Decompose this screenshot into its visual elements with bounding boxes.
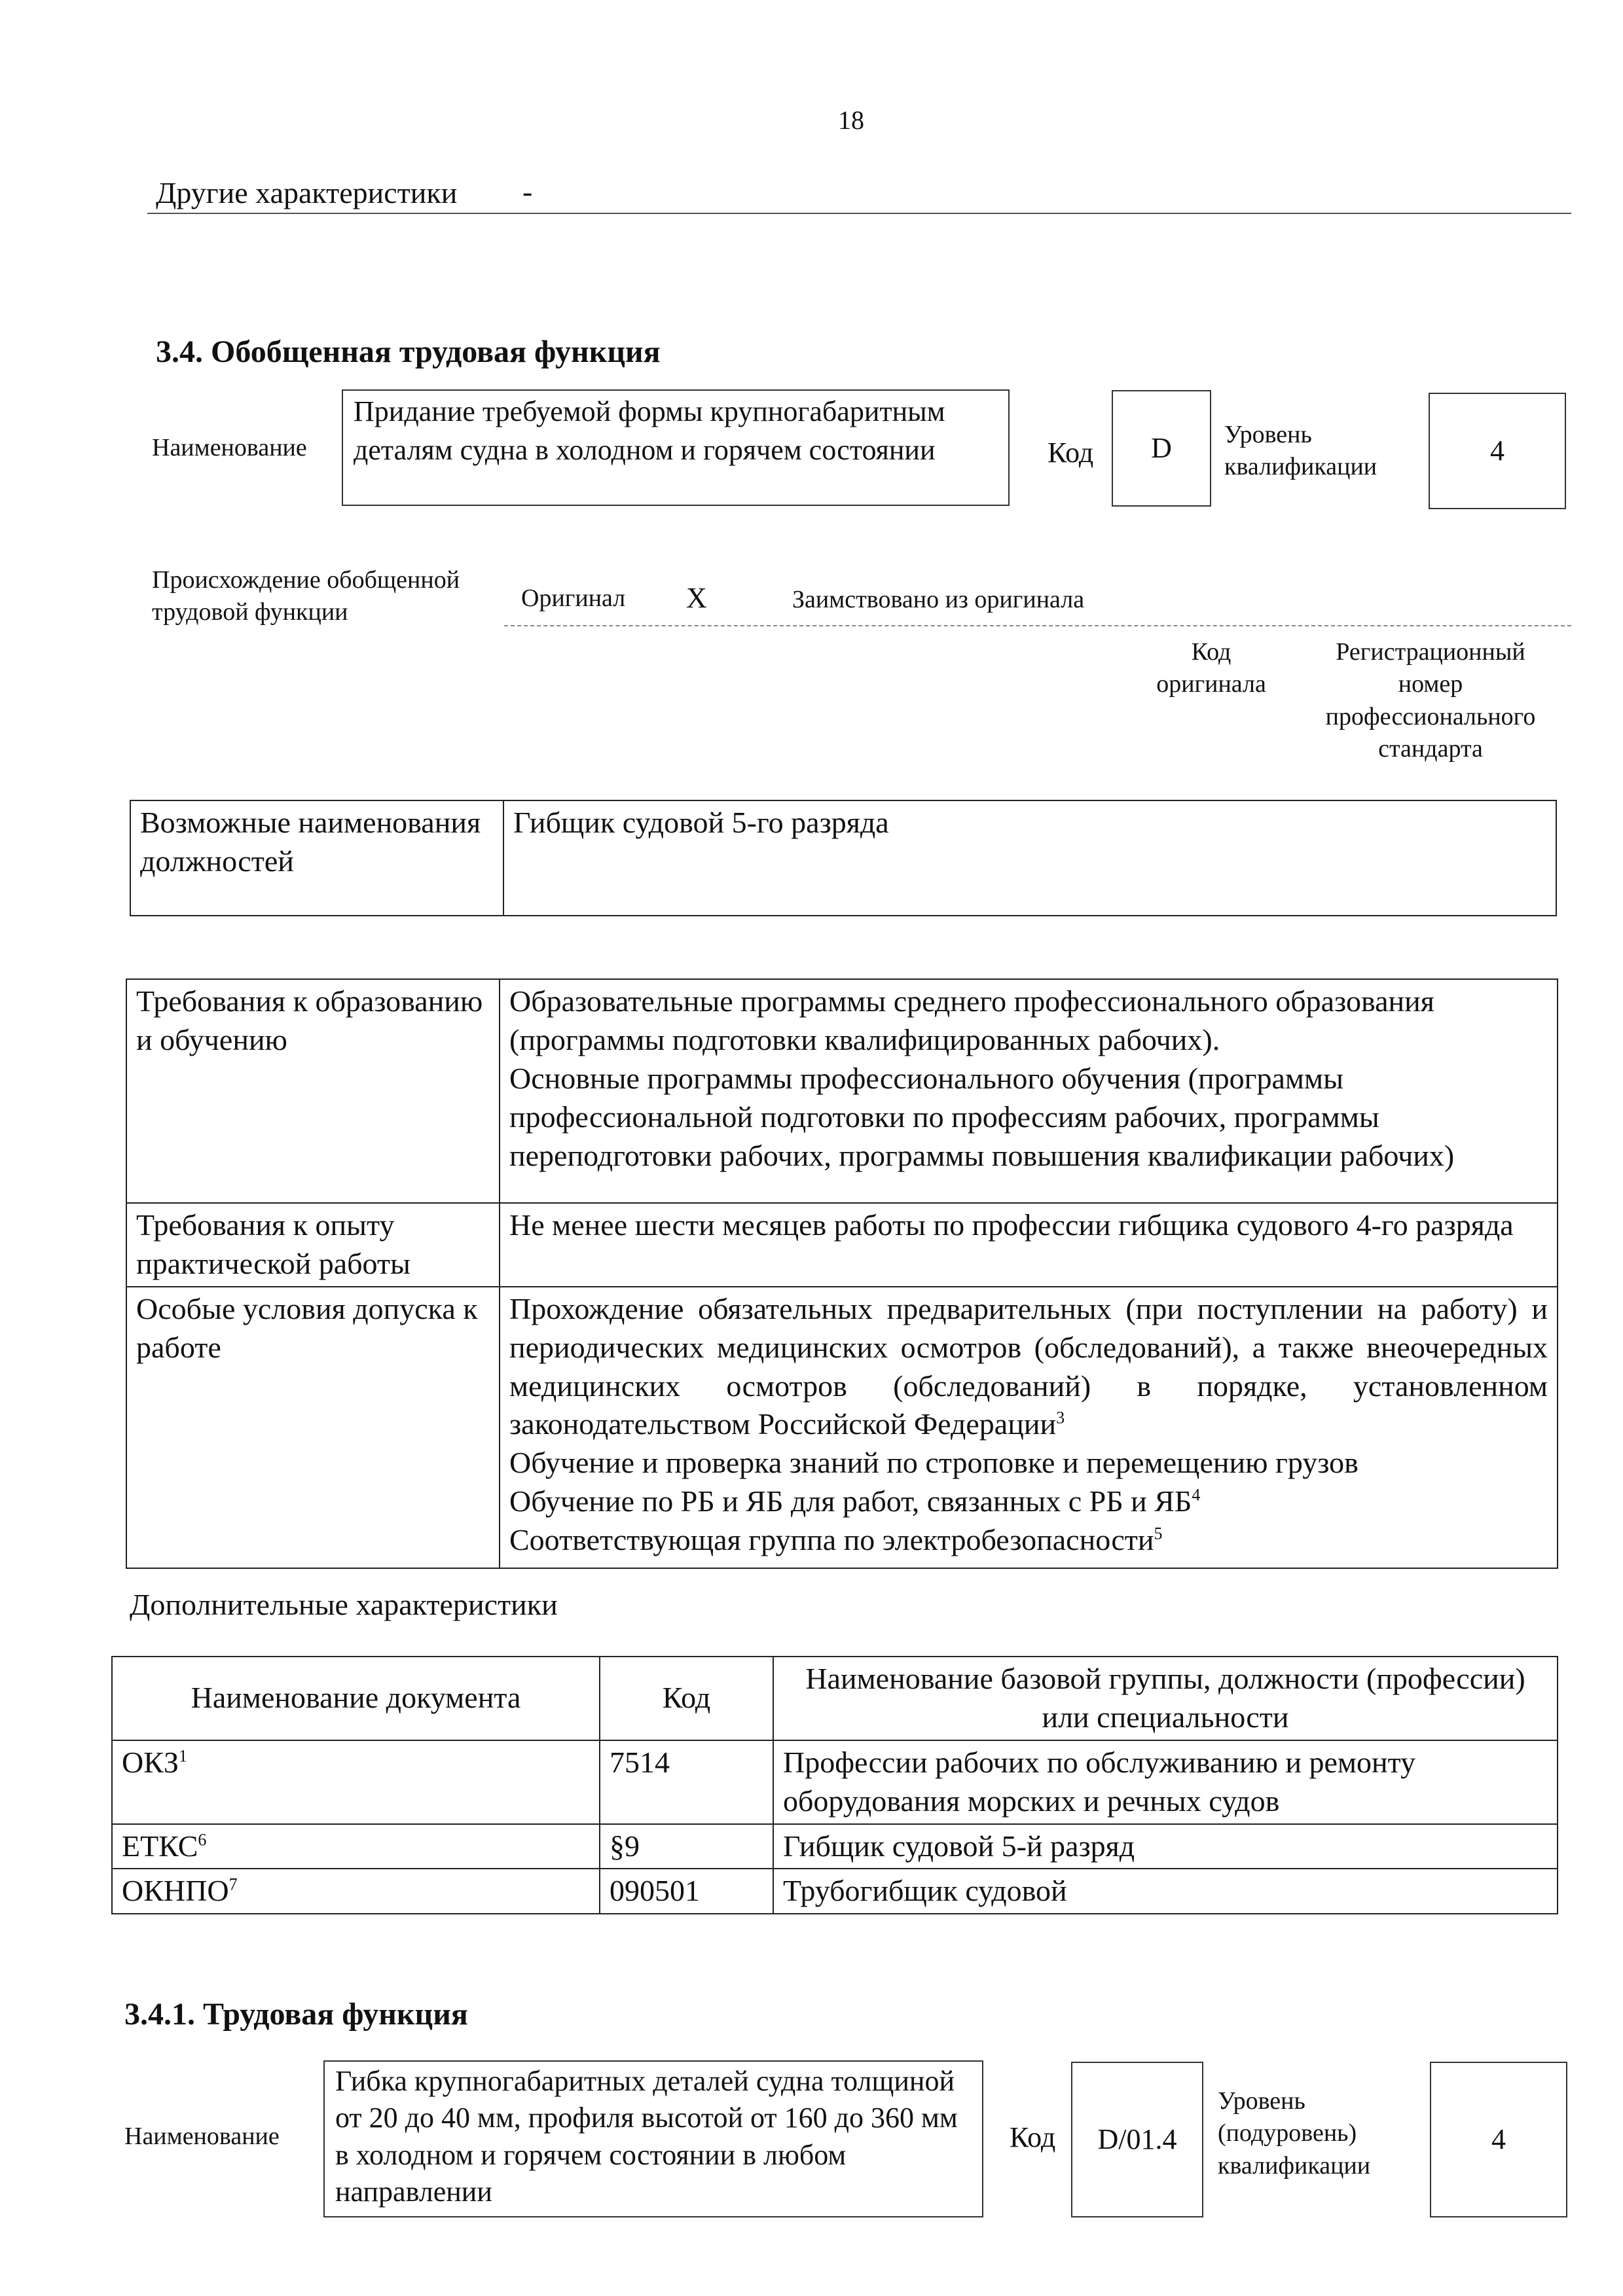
code-original-label: Код оригинала [1156,638,1266,698]
section-3-4-heading: 3.4. Обобщенная трудовая функция [156,334,661,369]
other-characteristics-value: - [522,175,533,208]
qualification-level-value: 4 [1429,393,1566,509]
code-cell: 090501 [600,1869,773,1914]
name-cell: Профессии рабочих по обслуживанию и ремонту оборудования морских и речных судов [773,1740,1558,1824]
code-label: Код [1048,437,1094,469]
additional-table [111,1656,1558,1914]
name-cell: Трубогибщик судовой [773,1869,1558,1914]
page-number: 18 [838,105,864,135]
education-line: Основные программы профессионального обучения (программы профессиональной подготовки по профессиям рабочих, программы переподготовки рабочих, программы повышения квалификации рабочих) [509,1061,1455,1172]
doc-cell: ЕТКС$^6$ [112,1824,600,1869]
registration-number-label: Регистрационный номер профессионального стандарта [1325,638,1536,763]
special-conditions-value [500,1287,1558,1568]
original-label: Оригинал [521,584,626,612]
labor-function-name: Гибка крупногабаритных деталей судна толщиной от 20 до 40 мм, профиля высотой от 160 до 360 мм в холодном и горячем состоянии в любом направлении [323,2060,983,2217]
positions-label: Возможные наименования должностей [130,800,503,916]
education-line: Образовательные программы среднего профессионального образования (программы подготовки квалифицированных рабочих). [509,984,1434,1056]
special-condition-line: Соответствующая группа по электробезопасности$^5$ [509,1523,1163,1556]
table-row [112,1824,1558,1869]
positions-table [130,800,1557,916]
divider [147,213,1571,214]
name-label: Наименование [124,2123,280,2150]
section-3-4-1-heading: 3.4.1. Трудовая функция [124,1997,468,2032]
additional-heading: Дополнительные характеристики [130,1588,558,1621]
origin-divider [504,625,1571,626]
qualification-level-label: Уровень (подуровень) квалификации [1218,2087,1371,2179]
requirements-table [126,978,1558,1569]
doc-cell: ОКЗ$^1$ [112,1740,600,1824]
qualification-level-label: Уровень квалификации [1224,421,1377,481]
special-condition-line: Обучение по РБ и ЯБ для работ, связанных с РБ и $ЯБ^4$ [509,1484,1201,1518]
qualification-level-value: 4 [1430,2062,1567,2217]
header-name: Наименование базовой группы, должности (профессии) или специальности [773,1657,1558,1740]
education-value [500,979,1558,1203]
origin-label: Происхождение обобщенной трудовой функции [152,566,460,626]
code-cell: 7514 [600,1740,773,1824]
code-value: D/01.4 [1071,2062,1203,2217]
code-cell: §9 [600,1824,773,1869]
borrowed-label: Заимствовано из оригинала [792,586,1085,613]
header-code: Код [600,1657,773,1740]
table-row [112,1869,1558,1914]
education-label: Требования к образованию и обучению [126,979,500,1203]
name-label: Наименование [152,434,307,461]
experience-label: Требования к опыту практической работы [126,1203,500,1287]
header-doc: Наименование документа [112,1657,600,1740]
experience-value [500,1203,1558,1287]
special-condition-line: Обучение и проверка знаний по строповке и перемещению грузов [509,1446,1359,1480]
special-conditions-label: Особые условия допуска к работе [126,1287,500,1568]
doc-cell: ОКНПО$^7$ [112,1869,600,1914]
original-mark: X [686,582,707,614]
other-characteristics-label: Другие характеристики [156,176,458,209]
experience-line: Не менее шести месяцев работы по профессии гибщика судового 4-го разряда [509,1208,1514,1242]
special-condition-line: Прохождение обязательных предварительных (при поступлении на работу) и периодических медицинских осмотров (обследований), а также внеочередных медицинских осмотров (обследований) в порядке, установленном законодательством Российской Федерации$^3$ [509,1291,1548,1441]
table-row [112,1740,1558,1824]
code-value: D [1112,390,1211,507]
positions-value: Гибщик судовой 5-го разряда [503,800,1556,916]
generalized-function-name: Придание требуемой формы крупногабаритным деталям судна в холодном и горячем состоянии [342,389,1010,506]
name-cell: Гибщик судовой 5-й разряд [773,1824,1558,1869]
code-label: Код [1010,2121,1056,2153]
